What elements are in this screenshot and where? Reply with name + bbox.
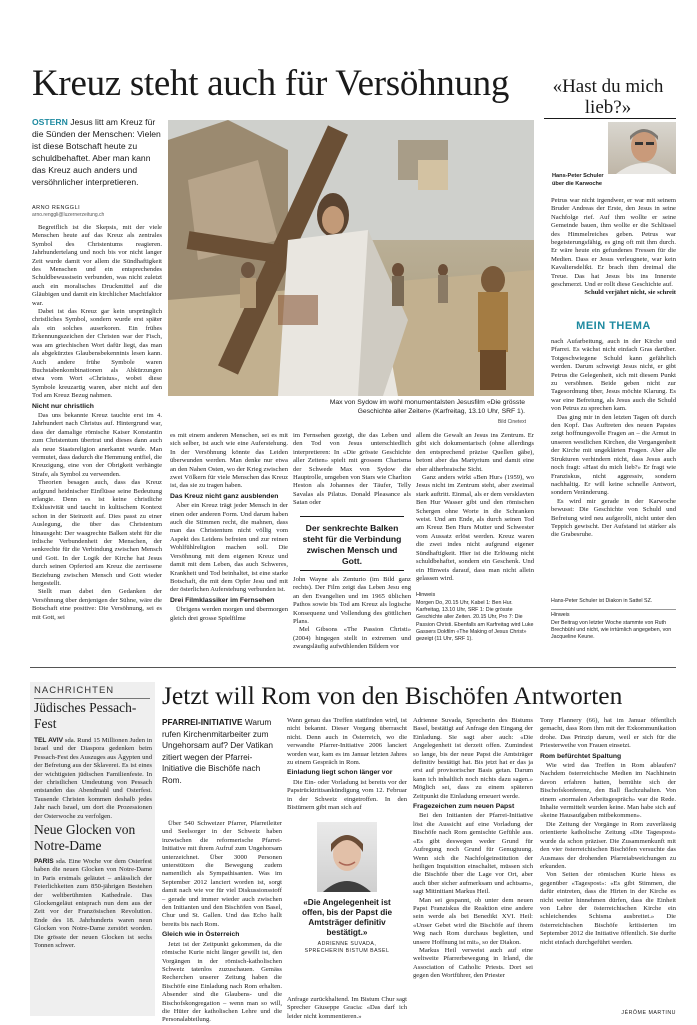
article-column-3b	[293, 576, 411, 652]
mein-thema-label: MEIN THEMA	[576, 320, 651, 332]
paragraph: es mit einem anderen Menschen, sei es mit sich selber, ist auch wie eine Auferstehung. In der Versöhnung könnte das Leiden überwunden werden. Man denke nur etwa an den Nahen Osten, wo der Krieg zwischen zwei Völkern für viele Menschen das Kreuz ist, das sie zu tragen haben.	[170, 432, 288, 490]
sidebar-title: «Hast du mich lieb?»	[552, 76, 664, 118]
sidebar-text-1	[551, 197, 676, 298]
paragraph: Dabei ist das Kreuz gar kein ursprünglich christliches Symbol, sondern wurde erst später als ein solches auserkoren. Ein frühes Erkennungszeichen der Christen war der Fisch, was am griechischen Wort dafür liegt, das man als abgekürztes Glaubensbekenntnis lesen kann. Auch andere frühe Symbole waren Buchstabenkombinationen als Abkürzungen etwa vom Wort «Christus», wobei diese Symbole kreuzartig waren, aber nicht auf den Tod am Kreuz Bezug nahmen.	[32, 308, 162, 400]
news-item-2-text: sda. Eine Woche vor dem Osterfest haben die neuen Glocken von Notre-Dame in Paris erstmals geläutet – anlässlich der Feierlichkeiten zum 850-jährigen Bestehen der weltberühmten Kathedrale. Das Glockengeläut entsprach nun dem aus der Zeit vor der Französischen Revolution. Ende des 18. Jahrhunderts waren neun Glocken von Notre-Dame zerstört worden. Die grösste der neuen Glocken ist sechs Tonnen schwer.	[34, 858, 152, 950]
bottom-column-3	[413, 717, 533, 981]
subheading: Nicht nur christlich	[32, 402, 94, 410]
paragraph: Anfrage zurückhaltend. Im Bistum Chur sagt Sprecher Giuseppe Gracia: «Das darf ich leider nicht kommentieren.»	[287, 996, 407, 1020]
paragraph: Von Seiten der römischen Kurie hiess es gegenüber «Tagespost»: «Es gibt Stimmen, die dafür eintreten, dass die Hirten in der Kirche es nicht weiter hinnehmen dürfen, dass die Einheit von Lehre der österreichischen Kirche ein schleichendes Schisma ausbreitet.» Die österreichischen Bischöfe kritisierten im September 2012 die Initiative öffentlich. Sie durfte nicht einfach durchgeführt werden.	[540, 871, 676, 946]
paragraph: Es wird mir gerade in der Karwoche bewusst: Die Geschichte von Schuld und Befreiung wird neu aufgerollt, nicht unter den Teppich gewischt. Der Aufstand ist stärker als die Grabesruhe.	[551, 497, 676, 539]
news-item-1-title: Jüdisches Pessach-Fest	[34, 700, 137, 731]
paragraph: Übrigens werden morgen und übermorgen gleich drei grosse Spielfilme	[170, 606, 288, 622]
subheading: Fragezeichen zum neuen Papst	[413, 803, 515, 811]
author-name: ARNO RENGGLI	[32, 205, 81, 211]
portrait-icon	[608, 122, 676, 174]
subheading: Gleich wie in Österreich	[162, 931, 240, 939]
pull-quote-author-1: ADRIENNE SUVADA,	[317, 941, 377, 947]
photo-caption: Max von Sydow im wohl monumentalsten Jesusfilm «Die grösste Geschichte aller Zeiten» (Karfreitag, 13.10 Uhr, SRF 1).	[329, 399, 525, 415]
photo-credit: Bild Cinetext	[497, 419, 526, 425]
paragraph: im Fernsehen gezeigt, die das Leben und den Tod von Jesus unterschiedlich interpretieren: In «Die grösste Geschichte aller Zeiten» spielt mit grossem Charisma der Schwede Max von Sydow die Hauptrolle, umgeben von Stars wie Charlton Heston als Johannes der Täufer, Telly Savalas als Pilatus. Donald Pleasance als Satan oder	[293, 432, 411, 507]
paragraph: Adrienne Suvada, Sprecherin des Bistums Basel, bestätigt auf Anfrage den Eingang der Einladung. Sie sagt aber auch: «Die Angelegenheit ist derzeit offen. Zumindest so lange, bis der neue Papst die Amtsträger definitiv bestätigt hat. Bis jetzt hat er das ja erst auf provisorischer Basis getan. Darum kann ich inhaltlich noch nichts dazu sagen.» Möglich sei, dass zu einem späteren Zeitpunkt die Einladung erneuert werde.	[413, 717, 533, 800]
news-item-2-place: PARIS	[34, 858, 54, 865]
paragraph: Man sei gespannt, ob unter dem neuen Papst Franziskus die Reaktion eine andere sein werde als bei Benedikt XVI. Heil: «Unser Gebet wird die Bischöfe auf ihrem Weg nach Rom durchaus begleiten, und unsere Hoffnung ist mit», so der Diakon.	[413, 896, 533, 946]
spokesperson-icon	[317, 822, 377, 892]
paragraph: John Wayne als Zenturio (im Bild ganz rechts). Der Film zeigt das Leben Jesu eng an den Evangelien und im 1965 üblichen Pathos sowie bis Tod am Kreuz als logische Konsequenz und Vollendung des göttlichen Plans.	[293, 576, 411, 626]
news-section-title: NACHRICHTEN	[34, 685, 115, 696]
paragraph: Tony Flannery (66), hat im Januar öffentlich gemacht, dass Rom ihm mit der Exkommunikation drohe. Das Prinzip darum, weil er sich für die Priesterweihe von Frauen einsetzt.	[540, 717, 676, 750]
paragraph: nach Aufarbeitung, auch in der Kirche und Pfarrei. Es wächst nicht einfach Gras darüber. Totgeschwiegene Schuld kann gefährlich werden. Darum schweigt Jesus nicht, er gibt Petrus die Gelegenheit, sich mit diesem Punkt zu versöhnen. Beide geben nicht zur Tagesordnung über, Jesus möchte Klarung. Es war eine Befreiung, als Jesus auch die Schuld von Petrus zu sprechen kam.	[551, 338, 676, 413]
bottom-column-2b	[287, 996, 407, 1021]
paragraph: Schuld verjährt nicht, sie schreit	[584, 289, 676, 297]
jesus-film-photo	[168, 120, 534, 396]
paragraph: Mel Gibsons «The Passion Christi» (2004) hingegen stellt in extremen und zwangsläufig aufwühlenden Bildern vor	[293, 626, 411, 651]
section-divider	[30, 667, 676, 668]
paragraph: Das uns bekannte Kreuz tauchte erst im 4. Jahrhundert nach Christus auf. Hintergrund war, dass der damalige römische Kaiser Konstantin zum Christentum übertrat und dieses dann auch als neue Staatsreligion anerkannt wurde. Man vermutet, dass dadurch die Hemmung entfiel, die Kreuzigung, eine von der Obrigkeit verhängte Strafe, als Symbol zu verwenden.	[32, 411, 163, 478]
bottom-column-2	[287, 717, 407, 812]
spokesperson-photo	[317, 822, 377, 892]
paragraph: Begreiflich ist die Skepsis, mit der viele Menschen heute auf das Kreuz als zentrales Symbol des Christentums reagieren. Jahrhundertelang und noch bis vor nicht langer Zeit wurde damit vor allem die Sündhaftigkeit des Menschen und ein entsprechendes Schuldbewusstsein verbunden, was nicht zuletzt auch ein moralisches Druckmittel auf die Gläubigen und damit ein kirchlicher Machtfaktor war.	[32, 224, 162, 307]
paragraph: Bei den Initianten der Pfarrei-Initiative löst die Aussicht auf eine Vorladung der Bischöfe nach Rom gemischte Gefühle aus. «Es gibt deswegen weder Grund für Aufregung noch Grund für Genugtuung. Wenn sich die Nachfolgeinstitution der heiligen Inquisition einschaltet, müssen sich die Bischöfe über die Lage vor Ort, aber auch über sicher aufmerksam und achtsam», sagt Mitinitiant Markus Heil.	[413, 812, 533, 896]
paragraph: allem die Gewalt an Jesus ins Zentrum. Er gibt sich dokumentarisch (ohne allerdings den entsprechend präzise Quellen gäbe), betont aber das Martyrium und damit eine eher altherbraische Sicht.	[416, 432, 534, 473]
sidebar-hinweis: Der Beitrag von letzter Woche stammte von Ruth Brechbühl und nicht, wie irrtümlich angegeben, von Jacqueline Keune.	[551, 620, 672, 640]
hinweis-text: Morgen Do, 20.15 Uhr, Kabel 1: Ben Hur. Karfreitag, 13.10 Uhr, SRF 1: Die grösste Geschichte aller Zeiten. 20.15 Uhr, Pro 7: Die Passion Christi. Ebenfalls am Karfreitag wird Luke Gassers Dokfilm «The Making of Jesus Christ» gezeigt (11 Uhr, SRF 1).	[416, 600, 534, 643]
article-column-3	[293, 432, 411, 508]
paragraph: Über 540 Schweizer Pfarrer, Pfarreileiter und Seelsorger in der Schweiz haben inzwischen die reformerische Pfarrei-Initiative mit ihrem Aufruf zum Ungehorsam unterzeichnet. Über 3000 Personen unterstützen die Bewegung zudem namentlich als Sympathisanten. Was im September 2012 lanciert worden ist, sorgt damit nach wie vor für viel Diskussionsstoff – gerade und immer wieder auch zwischen den Initianten und den Bischöfen von Basel, Chur und St. Gallen. Und das Echo hallt bereits bis nach Rom.	[162, 820, 282, 928]
paragraph: Stellt man dabei den Gedanken der Versöhnung über denjenigen der Sühne, wäre die Botschaft eine positive: Die Versöhnung, sei es mit Gott, sei	[32, 588, 162, 621]
article-column-1	[32, 224, 162, 622]
paragraph: Die Zeitung der Vorgänge in Rom zuverlässig orientierte katholische Zeitung «Die Tagespost» wurde da schon präziser. Die Zusammenkunft mit den vier österreichischen Bischöfen versuchte das Ausmass der drohenden Pfarreiabweichungen zu erkunden.	[540, 820, 676, 870]
bottom-headline: Jetzt will Rom von den Bischöfen Antworten	[162, 681, 623, 710]
sidebar-divider	[544, 118, 676, 119]
paragraph: Das ging mir in den letzten Tagen oft durch den Kopf. Das Auftreten des neuen Papstes zeigt hoffnungsvolle Fragen an – die Armut in unseren westlichen Kirchen, die Vergangenheit der Kirche mit ungeklärten Fragen. Aber alle Strukturen verhindern nicht, dass Jesus auch noch fragt: «Hast du mich lieb?» Er fragt wie Franziskus, nicht aggressiv, sondern nachhaltig. Er will keine schnelle Antwort, sondern Veränderung.	[551, 413, 676, 497]
paragraph: Aber ein Kreuz trägt jeder Mensch in der einen oder anderen Form. Und darum haben auch die Stimmen recht, die mahnen, dass man das Christentum nicht völlig vom Aspekt des Leidens befreien und zur reinen Wohlfühlreligion machen soll. Die Versöhnung mit dem eigenen Kreuz und damit mit dem Leben, das auch Schweres, Krankheit und Tod beinhaltet, ist eine starke Botschaft, die mit dem Opfer Jesu und mit der österlichen Auferstehung verbunden ist.	[170, 502, 288, 594]
pull-quote-rule-top	[300, 516, 404, 517]
article-column-4	[416, 432, 534, 583]
news-rule	[34, 698, 150, 699]
news-item-2-title: Neue Glocken von Notre-Dame	[34, 822, 136, 853]
bottom-column-4	[540, 717, 676, 947]
main-headline: Kreuz steht auch für Versöhnung	[32, 63, 510, 104]
news-item-1-text: sda. Rund 15 Millionen Juden in Israel und der Diaspora gedenken beim Pessach-Fest des Auszuges aus Ägypten und der Befreiung aus der Sklaverei. Es ist eines der wichtigsten jüdischen Familienfeste. In der christlichen Umdeutung von Pessach entstanden das Abendmahl und Osterfest. Tausende Christen kommen deshalb jedes Jahr nach Israel, um dort die Prozessionen der Osterwoche zu verfolgen.	[34, 737, 152, 820]
bottom-author: JÉRÔME MARTINU	[621, 1010, 676, 1016]
pull-quote: Der senkrechte Balken steht für die Verbindung zwischen Mensch und Gott.	[302, 523, 402, 566]
bottom-kicker: PFARREI-INITIATIVE	[162, 717, 243, 727]
subheading: Das Kreuz nicht ganz ausblenden	[170, 492, 279, 500]
sidebar-hinweis-rule	[551, 609, 676, 610]
news-item-1	[34, 737, 152, 821]
paragraph: Wann genau das Treffen stattfinden wird, ist nicht bekannt. Dieser Vorgang überrascht nicht. Denn auch in Österreich, wo die verwandte Pfarrer-Initiative 2006 lanciert worden war, kam es im Januar letzten Jahres zu einem Gespräch in Rom.	[287, 717, 407, 767]
sidebar-text-2	[551, 338, 676, 540]
news-item-1-para	[34, 737, 152, 821]
lead-kicker: OSTERN	[32, 117, 68, 127]
pull-quote-author-2: SPRECHERIN BISTUM BASEL	[304, 948, 390, 954]
news-item-2	[34, 858, 152, 950]
bottom-lead-text: Warum rufen Kirchenmitarbeiter zum Ungehorsam auf? Der Vatikan zitiert wegen der Pfarrei-Initiative die Bischöfe nach Rom.	[162, 717, 273, 785]
hinweis-label: Hinweis	[416, 592, 436, 598]
paragraph: Markus Heil verweist auch auf eine weltweite Pfarrerbewegung in Irland, die Association of Catholic Priests. Dort sei gegen den Wortführer, den Priester	[413, 946, 533, 980]
paragraph: Jetzt ist der Zeitpunkt gekommen, da die römische Kurie nicht länger gewillt ist, den Vorgängen in der römisch-katholischen Schweiz tatenlos zuzuschauen. Gemäss Recherchen unserer Zeitung haben die Bischöfe eine Einladung nach Rom erhalten. Absender sind die Glaubens- und die Bischofskongregation – wenn man so will, die Hüter der katholischen Lehre und die Personalabteilung.	[162, 940, 282, 1024]
sidebar-author: Hans-Peter Schuler ist Diakon in Sattel SZ.	[551, 598, 653, 604]
lead-block	[32, 116, 162, 188]
portrait-caption: Hans-Peter Schuler über die Karwoche	[552, 173, 604, 187]
news-item-1-place: TEL AVIV	[34, 737, 64, 744]
bottom-column-1	[162, 820, 282, 1025]
paragraph: Petrus war nicht irgendwer, er war mit seinem Bruder Andreas der Erste, den Jesus in seine Nachfolge rief. Auf ihm wollte er seine Gemeinde bauen, ihm wollte er die Schlüssel des Himmelreiches geben. Petrus war begeisterungsfähig, es ging oft mit ihm durch. Er wäre heute ein gefundenes Fressen für die Medien. Dass er Jesus verleugnete, war kein Kavaliersdelikt. Er brach ihm dreimal die Treue. Das hat Jesus bis ins Innerste geschmerzt. Und er rollt diese Geschichte auf.	[551, 197, 676, 289]
bottom-pull-quote: «Die Angelegenheit ist offen, bis der Papst die Amtsträger definitiv bestätigt.»	[301, 898, 393, 937]
paragraph: Wie wird das Treffen in Rom ablaufen? Nachdem österreichische Medien im Nachhinein davon erfahren hatten, bemühte sich der Bischofskonferenz, den Ball flachzuhalten. Von einem «normalen Arbeitsgespräch» war die Rede. Inhalte vermittelt wurden keine. Man habe sich auf «keine Hausaufgaben mitbekommen».	[540, 762, 676, 820]
bottom-lead	[162, 717, 282, 787]
pull-quote-rule-bottom	[300, 570, 404, 571]
author-portrait	[608, 122, 676, 174]
subheading: Rom befürchtet Spaltung	[540, 752, 622, 760]
paragraph: Die Ein- oder Vorladung ist bereits vor der Papstrücktrittsankündigung vom 12. Februar in der Schweiz eingetroffen. In den Bistümern gibt man sich auf	[287, 778, 407, 812]
article-column-2	[170, 432, 288, 623]
sidebar-hinweis-label: Hinweis	[551, 612, 570, 618]
author-email[interactable]: arno.renggli@luzernerzeitung.ch	[32, 212, 105, 218]
paragraph: Ganz anders wirkt «Ben Hur» (1959), wo Jesus nicht im Zentrum steht, aber zweimal stark auftritt. Einmal, als er dem versklavten Ben Hur Wasser gibt und den römischen Schergen ohne Worte in die Schranken weist. Und am Ende, als durch seinen Tod am Kreuz Ben Hurs Mutter und Schwester vom Aussatz erlöst werden. Kreuz waren die zwei indes nicht aufgrund eigener Sündhaftigkeit. Hier ist die Erlösung nicht schuldbehaftet, sondern ein Geschenk. Und ein Hinweis darauf, dass man nicht allein gelassen wird.	[416, 474, 534, 582]
subheading: Drei Filmklassiker im Fernsehen	[170, 596, 275, 604]
paragraph: Theorien besagen auch, dass das Kreuz aufgrund heidnischer Einflüsse seine Bedeutung erlangte. Denn es ist keine christliche Exklusivität und taucht in kultischem Kontext schon in der Steinzeit auf. Dies passt zu einer Auslegung, die über das Christentum hinausgeht: Der waagrechte Balken steht für die irdische Verbundenheit der Menschen, der senkrechte für die Verbindung zwischen Mensch und Gott. In der Logik der Kirche hat Jesus durch seinen Opfertod am Kreuz die zerrissene Beziehung zwischen Mensch und Gott wieder hergestellt.	[32, 479, 162, 588]
lead-text: Jesus litt am Kreuz für die Sünden der Menschen: Vielen ist diese Botschaft heute zu schuldbehaftet. Aber man kann das Kreuz auch anders und versöhnlicher interpretieren.	[32, 117, 161, 187]
subheading: Einladung liegt schon länger vor	[287, 769, 393, 777]
photo-scene	[168, 120, 534, 396]
news-item-2-para	[34, 858, 152, 950]
